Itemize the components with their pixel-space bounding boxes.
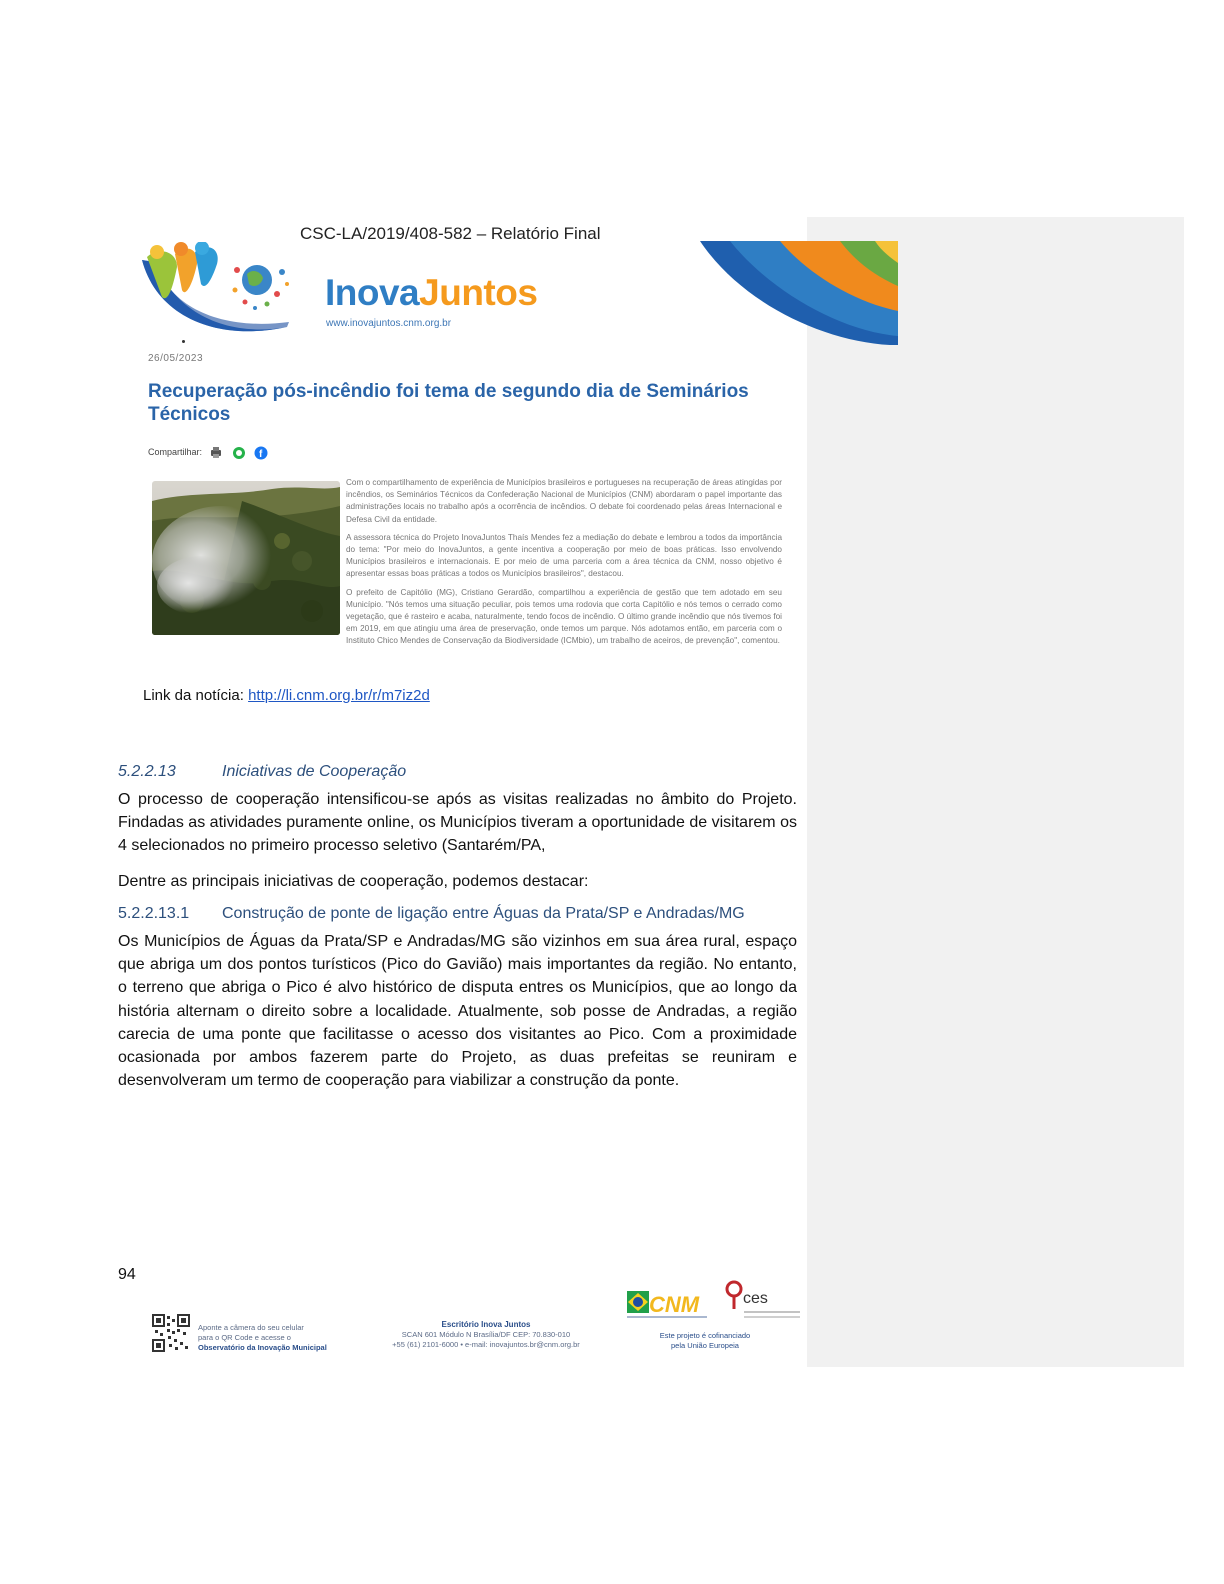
cnm-logo-icon — [627, 1287, 709, 1321]
svg-text:f: f — [259, 449, 263, 460]
corner-decoration-icon — [700, 241, 898, 345]
section-paragraph: O processo de cooperação intensificou-se após as visitas realizadas no âmbito do Projeto. Findadas as atividades puramente online, os Municípios tiveram a oportunidade de visitarem os 4 selecionados no primeiro processo seletivo (Santarém/PA, — [118, 791, 797, 855]
footer-office-contact: +55 (61) 2101-6000 • e-mail: inovajuntos.br@cnm.org.br — [392, 1340, 580, 1349]
share-icons — [210, 445, 270, 461]
ces-logo-text: ces — [743, 1290, 768, 1307]
news-link-url[interactable]: http://li.cnm.org.br/r/m7iz2d — [248, 687, 430, 704]
news-paragraph: Com o compartilhamento de experiência de Municípios brasileiros e portugueses na recuperação de áreas atingidas por incêndios, os Seminários Técnicos da Confederação Nacional de Municípios (CNM) abordaram o papel importante das administrações locais no trabalho após a ocorrência de incêndios. O debate foi coordenado pelas áreas Internacional e Defesa Civil da entidade. — [346, 478, 783, 524]
footer-qr-line: Aponte a câmera do seu celular — [198, 1323, 304, 1332]
subsection-paragraph: Os Municípios de Águas da Prata/SP e Andradas/MG são vizinhos em sua área rural, espaço que abriga um dos pontos turísticos (Pico do Gavião) mais importantes da região. No entanto, o terreno que abriga o Pico é alvo histórico de disputa entres os Municípios, que ao longo da história alternam o direito sobre a localidade. Atualmente, sob posse de Andradas, a região carecia de uma ponte que facilitasse o acesso dos visitantes ao Pico. Com a proximidade ocasionada por ambos fazerem parte do Projeto, as duas prefeitas se reuniram e desenvolveram um termo de cooperação para viabilizar a construção da ponte. — [118, 933, 797, 1090]
page-number: 94 — [118, 1266, 136, 1283]
inovajuntos-logo-icon — [137, 242, 297, 347]
brand-juntos: Juntos — [419, 272, 538, 313]
ces-logo-icon — [722, 1279, 802, 1323]
facebook-icon[interactable] — [255, 447, 268, 461]
section-paragraph: Dentre as principais iniciativas de cooperação, podemos destacar: — [118, 873, 589, 890]
running-header — [300, 224, 630, 240]
news-link-line — [143, 687, 430, 704]
news-body — [148, 477, 782, 654]
section-title: Iniciativas de Cooperação — [222, 763, 407, 780]
subsection-heading — [118, 905, 745, 923]
whatsapp-icon[interactable] — [233, 447, 245, 459]
footer-office-address: SCAN 601 Módulo N Brasília/DF CEP: 70.830-010 — [401, 1330, 571, 1339]
footer-eu-line: Este projeto é cofinanciado — [659, 1331, 751, 1340]
footer-qr-line: para o QR Code e acesse o — [198, 1333, 291, 1342]
photo-spacer — [148, 477, 346, 637]
news-paragraph: O prefeito de Capitólio (MG), Cristiano Gerardão, compartilhou a experiência de gestão que tem adotado em seu Município. "Nós temos uma situação peculiar, pois temos uma rodovia que corta Capitólio e nós temos o cerrado como vegetação, que é rasteiro e acaba, naturalmente, tendo focos de incêndio. O último grande incêndio que nós tivemos foi em 2019, em que atingiu uma área de preservação, onde temos um parque. Nós adotamos então, em parceria com o Instituto Chico Mendes de Conservação da Biodiversidade (ICMbio), um trabalho de aceiros, de prevenção", comentou. — [346, 587, 782, 646]
footer-qr-observatory: Observatório da Inovação Municipal — [198, 1343, 327, 1352]
footer-qr-line — [198, 1343, 327, 1353]
qr-code-icon[interactable] — [152, 1314, 190, 1352]
news-link-label: Link da notícia: — [143, 687, 249, 704]
share-label: Compartilhar: — [148, 447, 203, 457]
print-icon[interactable] — [211, 447, 221, 458]
news-title: Recuperação pós-incêndio foi tema de segundo dia de Seminários Técnicos — [148, 381, 749, 425]
news-paragraph: A assessora técnica do Projeto InovaJuntos Thaís Mendes fez a mediação do debate e lembrou a todos da importância do tema: "Por meio do InovaJuntos, a gente incentiva a cooperação por meio de boas práticas. Isso envolvendo Municípios brasileiros e internacionais. E por meio de uma parceria com a área técnica da CNM, nosso objetivo é apresentar essas boas práticas a todos os Municípios brasileiros", destacou. — [346, 532, 782, 579]
footer-office-title: Escritório Inova Juntos — [441, 1320, 531, 1329]
subsection-title: Construção de ponte de ligação entre Águas da Prata/SP e Andradas/MG — [222, 905, 745, 922]
news-date: 26/05/2023 — [148, 353, 204, 364]
cnm-logo-text: CNM — [649, 1292, 700, 1317]
footer-eu-funding — [640, 1331, 770, 1351]
brand-url: www.inovajuntos.cnm.org.br — [326, 318, 452, 329]
footer-eu-line: pela União Europeia — [671, 1341, 739, 1350]
brand-inova: Inova — [325, 272, 420, 313]
subsection-number: 5.2.2.13.1 — [118, 905, 190, 922]
footer-qr-text — [198, 1323, 327, 1353]
brand-name — [325, 272, 537, 314]
side-panel — [807, 217, 1184, 1367]
section-heading — [118, 763, 407, 781]
decorative-dot — [182, 340, 185, 343]
footer-office — [372, 1320, 600, 1350]
running-header-text: CSC-LA/2019/408-582 – Relatório Final — [300, 224, 601, 240]
section-number: 5.2.2.13 — [118, 763, 176, 780]
